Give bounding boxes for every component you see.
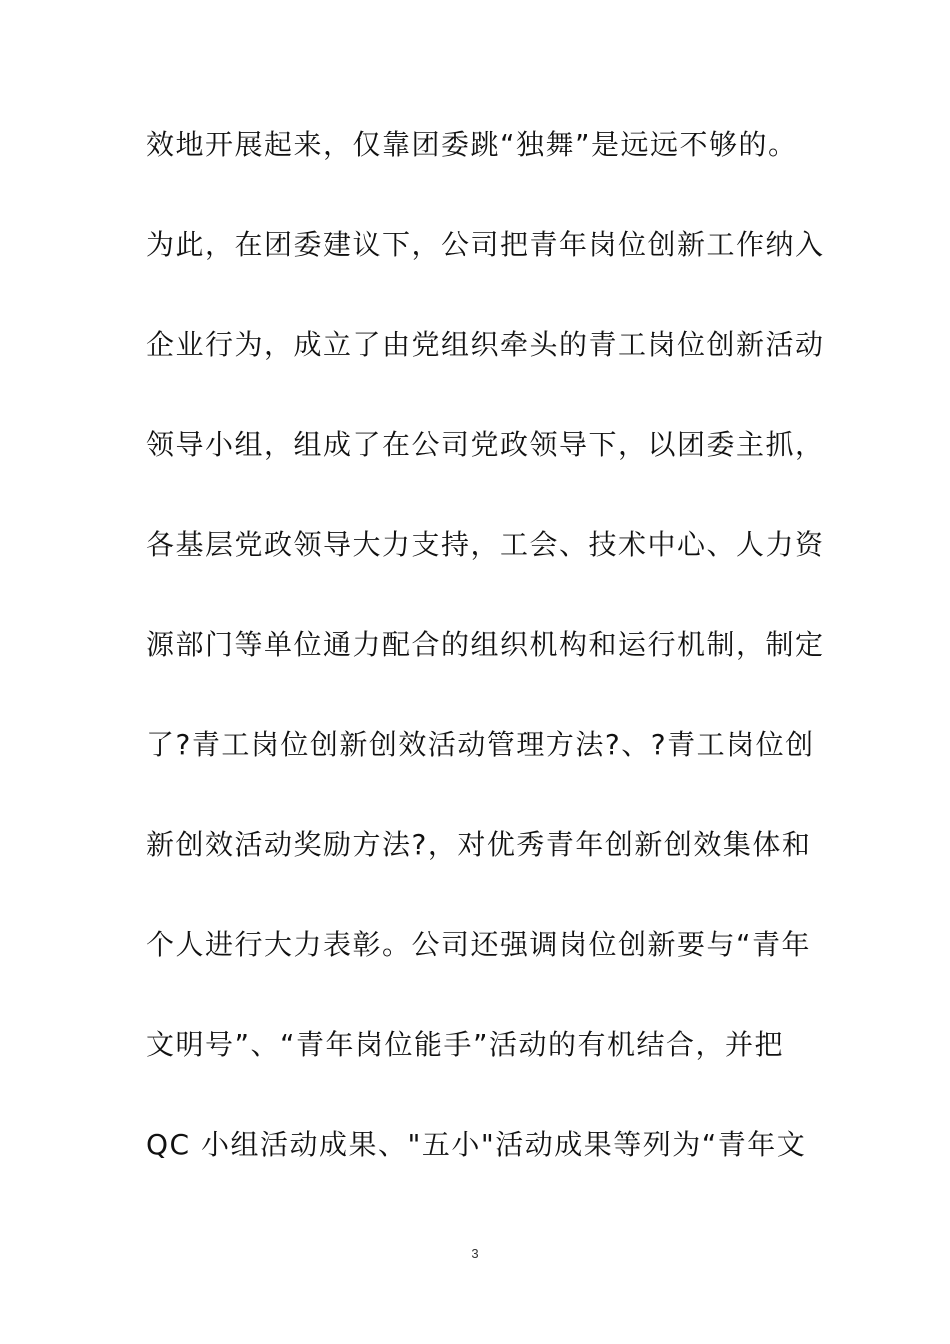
page-number: 3	[471, 1246, 479, 1261]
text-line-6: 源部门等单位通力配合的组织机构和运行机制，制定	[146, 628, 825, 661]
text-line-2: 为此，在团委建议下，公司把青年岗位创新工作纳入	[146, 228, 825, 261]
text-line-8: 新创效活动奖励方法?，对优秀青年创新创效集体和	[146, 828, 812, 861]
text-line-7: 了?青工岗位创新创效活动管理方法?、?青工岗位创	[146, 728, 815, 761]
text-line-10: 文明号”、“青年岗位能手”活动的有机结合，并把	[146, 1028, 785, 1061]
text-line-3: 企业行为，成立了由党组织牵头的青工岗位创新活动	[146, 328, 825, 361]
text-line-4: 领导小组，组成了在公司党政领导下，以团委主抓，	[146, 428, 825, 461]
text-line-1: 效地开展起来，仅靠团委跳“独舞”是远远不够的。	[146, 128, 798, 161]
body-text	[146, 120, 825, 1220]
text-line-5: 各基层党政领导大力支持，工会、技术中心、人力资	[146, 528, 825, 561]
text-line-9: 个人进行大力表彰。公司还强调岗位创新要与“青年	[146, 928, 812, 961]
text-line-11: QC 小组活动成果、"五小"活动成果等列为“青年文	[146, 1128, 807, 1161]
